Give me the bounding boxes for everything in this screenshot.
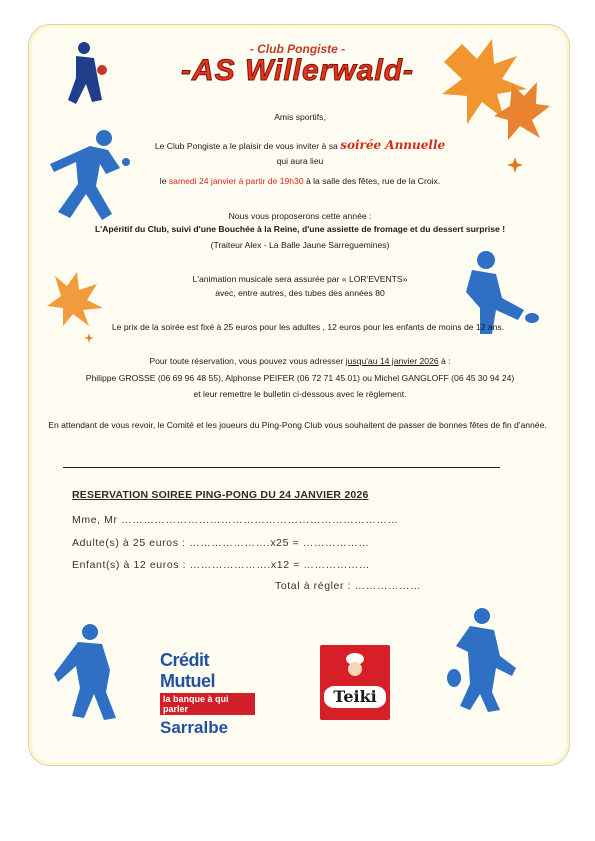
music-line-1: L'animation musicale sera assurée par « LOR'EVENTS» bbox=[192, 274, 408, 284]
credit-mutuel-city: Sarralbe bbox=[160, 718, 229, 737]
closing-line: En attendant de vous revoir, le Comité et les joueurs du Ping-Pong Club vous souhaitent de passer de bonnes fêtes de fin d'année. bbox=[48, 420, 547, 430]
reservation-form-title: RESERVATION SOIREE PING-PONG DU 24 JANVIER 2026 bbox=[72, 489, 369, 501]
event-date: samedi 24 janvier à partir de 19h30 bbox=[168, 176, 304, 186]
cut-line bbox=[63, 467, 500, 468]
propose-line: Nous vous proposerons cette année : bbox=[228, 211, 372, 221]
credit-mutuel-tagline: la banque à qui parler bbox=[160, 693, 255, 715]
chef-icon bbox=[342, 651, 368, 679]
reservation-suffix: à : bbox=[441, 356, 451, 366]
teiki-name: Teiki bbox=[324, 686, 386, 708]
music-line-2: avec, entre autres, des tubes des années 80 bbox=[215, 288, 385, 298]
club-subtitle: - Club Pongiste - bbox=[249, 42, 346, 56]
name-field[interactable]: Mme, Mr ………………………………………………………………… bbox=[72, 514, 399, 526]
table-tennis-player-icon bbox=[440, 606, 530, 714]
menu: L'Apéritif du Club, suivi d'une Bouchée à la Reine, d'une assiette de fromage et du dessert surprise ! bbox=[94, 224, 506, 234]
venue: à la salle des fêtes, rue de la Croix. bbox=[305, 176, 441, 186]
club-title: -AS Willerwald- bbox=[180, 54, 415, 87]
invitation-line bbox=[40, 140, 560, 152]
adults-field[interactable]: Adulte(s) à 25 euros : ………………….x25 = ……………… bbox=[72, 537, 370, 549]
held-line: qui aura lieu bbox=[276, 156, 324, 166]
total-field[interactable]: Total à régler : ……………… bbox=[275, 580, 422, 592]
children-field[interactable]: Enfant(s) à 12 euros : ………………….x12 = ……………… bbox=[72, 559, 370, 571]
reservation-deadline: jusqu'au 14 janvier 2026 bbox=[345, 356, 439, 366]
date-line bbox=[40, 176, 560, 187]
contacts-line: Philippe GROSSE (06 69 96 48 55), Alphonse PEIFER (06 72 71 45 01) ou Michel GANGLOFF (06 45 30 94 24) bbox=[85, 373, 515, 383]
price-line: Le prix de la soirée est fixé à 25 euros pour les adultes , 12 euros pour les enfants de moins de 12 ans. bbox=[111, 322, 505, 332]
reservation-line bbox=[40, 356, 560, 367]
menu-line bbox=[40, 224, 560, 235]
leaf-icon bbox=[84, 333, 94, 343]
date-prefix: le bbox=[159, 176, 167, 186]
teiki-logo bbox=[320, 645, 390, 720]
greeting: Amis sportifs, bbox=[274, 112, 326, 122]
credit-mutuel-name: Crédit Mutuel bbox=[160, 650, 215, 691]
remit-line: et leur remettre le bulletin ci-dessous avec le règlement. bbox=[193, 389, 407, 399]
reservation-text: Pour toute réservation, vous pouvez vous adresser bbox=[149, 356, 344, 366]
invite-text: Le Club Pongiste a le plaisir de vous inviter à sa bbox=[154, 141, 338, 151]
table-tennis-player-icon bbox=[50, 622, 130, 722]
caterer-line: (Traiteur Alex - La Balle Jaune Sarreguemines) bbox=[210, 240, 390, 250]
event-name: soirée Annuelle bbox=[340, 138, 446, 152]
credit-mutuel-logo bbox=[160, 650, 255, 737]
